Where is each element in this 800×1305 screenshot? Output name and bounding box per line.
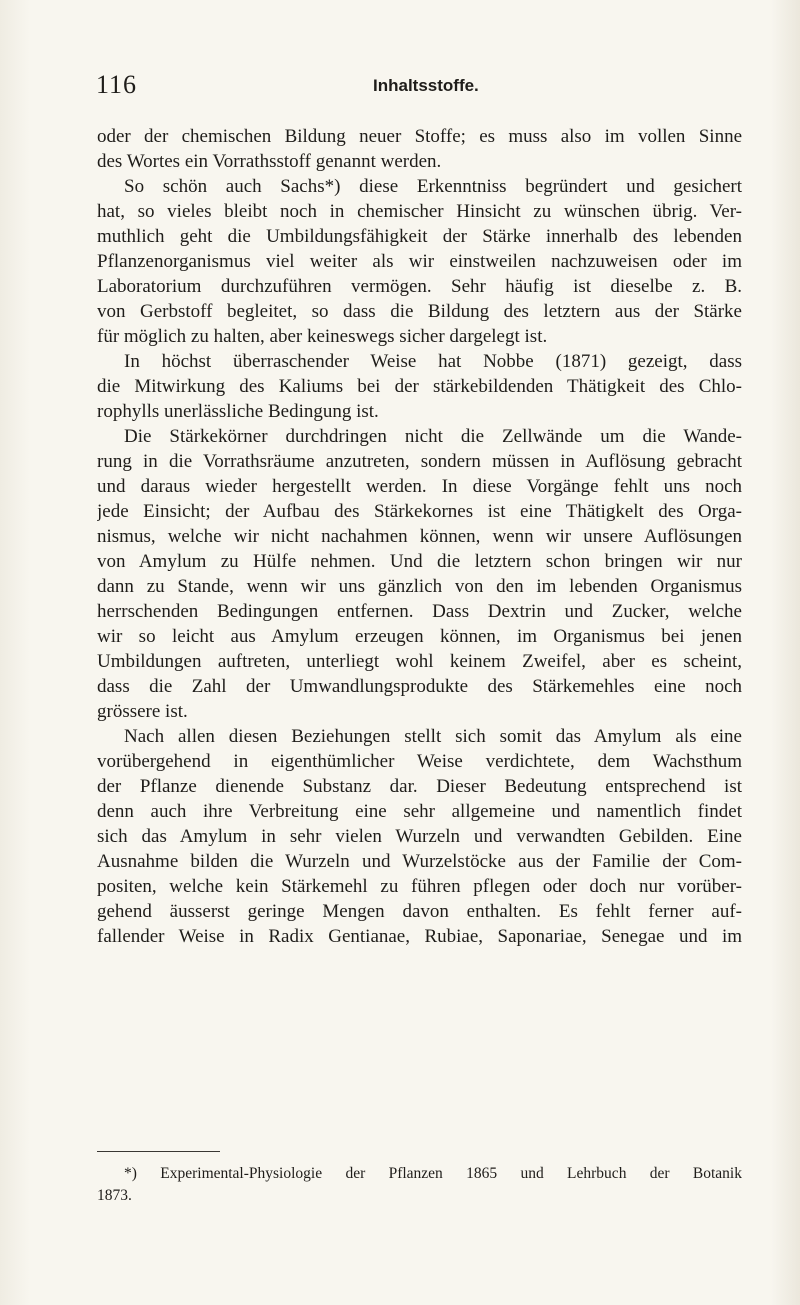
text-line: des Wortes ein Vorrathsstoff genannt werden. — [97, 151, 442, 172]
running-head: Inhaltsstoffe. — [373, 76, 479, 95]
text-line: fallender Weise in Radix Gentianae, Rubiae, Saponariae, Senegae und im — [97, 926, 742, 947]
text-line: dass die Zahl der Umwandlungsprodukte des Stärkemehles eine noch — [97, 676, 742, 697]
text-line: nismus, welche wir nicht nachahmen können, wenn wir unsere Auflösungen — [97, 526, 742, 547]
text-line: rung in die Vorrathsräume anzutreten, sondern müssen in Auflösung gebracht — [97, 451, 742, 472]
body-text — [97, 124, 742, 949]
text-line: So schön auch Sachs*) diese Erkenntniss begründert und gesichert — [124, 176, 742, 197]
text-line: herrschenden Bedingungen entfernen. Dass Dextrin und Zucker, welche — [97, 601, 742, 622]
text-line: In höchst überraschender Weise hat Nobbe (1871) gezeigt, dass — [124, 351, 742, 372]
text-line: Laboratorium durchzuführen vermögen. Sehr häufig ist dieselbe z. B. — [97, 276, 742, 297]
text-line: Nach allen diesen Beziehungen stellt sich somit das Amylum als eine — [124, 726, 742, 747]
text-line: rophylls unerlässliche Bedingung ist. — [97, 401, 379, 422]
text-line: jede Einsicht; der Aufbau des Stärkekornes ist eine Thätigkelt des Orga- — [97, 501, 742, 522]
text-line: Umbildungen auftreten, unterliegt wohl keinem Zweifel, aber es scheint, — [97, 651, 742, 672]
text-line: wir so leicht aus Amylum erzeugen können, im Organismus bei jenen — [97, 626, 742, 647]
text-line: positen, welche kein Stärkemehl zu führen pflegen oder doch nur vorüber- — [97, 876, 742, 897]
footnote-line: 1873. — [97, 1187, 132, 1204]
text-line: gehend äusserst geringe Mengen davon enthalten. Es fehlt ferner auf- — [97, 901, 742, 922]
text-line: von Amylum zu Hülfe nehmen. Und die letztern schon bringen wir nur — [97, 551, 742, 572]
text-line: der Pflanze dienende Substanz dar. Dieser Bedeutung entsprechend ist — [97, 776, 742, 797]
text-line: für möglich zu halten, aber keineswegs sicher dargelegt ist. — [97, 326, 548, 347]
text-line: von Gerbstoff begleitet, so dass die Bildung des letztern aus der Stärke — [97, 301, 742, 322]
text-line: denn auch ihre Verbreitung eine sehr allgemeine und namentlich findet — [97, 801, 742, 822]
text-line: sich das Amylum in sehr vielen Wurzeln und verwandten Gebilden. Eine — [97, 826, 742, 847]
text-line: vorübergehend in eigenthümlicher Weise verdichtete, dem Wachsthum — [97, 751, 742, 772]
footnote-divider — [97, 1151, 220, 1152]
text-line: muthlich geht die Umbildungsfähigkeit der Stärke innerhalb des lebenden — [97, 226, 742, 247]
text-line: Die Stärkekörner durchdringen nicht die Zellwände um die Wande- — [124, 426, 742, 447]
footnote-line: *) Experimental-Physiologie der Pflanzen 1865 und Lehrbuch der Botanik — [124, 1165, 742, 1182]
text-line: hat, so vieles bleibt noch in chemischer Hinsicht zu wünschen übrig. Ver- — [97, 201, 742, 222]
text-line: Pflanzenorganismus viel weiter als wir einstweilen nachzuweisen oder im — [97, 251, 742, 272]
text-line: Ausnahme bilden die Wurzeln und Wurzelstöcke aus der Familie der Com- — [97, 851, 742, 872]
text-line: dann zu Stande, wenn wir uns gänzlich von den im lebenden Organismus — [97, 576, 742, 597]
page-header — [96, 70, 736, 106]
footnote — [97, 1163, 742, 1207]
text-line: oder der chemischen Bildung neuer Stoffe; es muss also im vollen Sinne — [97, 126, 742, 147]
text-line: die Mitwirkung des Kaliums bei der stärkebildenden Thätigkeit des Chlo- — [97, 376, 742, 397]
text-line: und daraus wieder hergestellt werden. In diese Vorgänge fehlt uns noch — [97, 476, 742, 497]
page-number: 116 — [96, 70, 138, 99]
text-line: grössere ist. — [97, 701, 188, 722]
